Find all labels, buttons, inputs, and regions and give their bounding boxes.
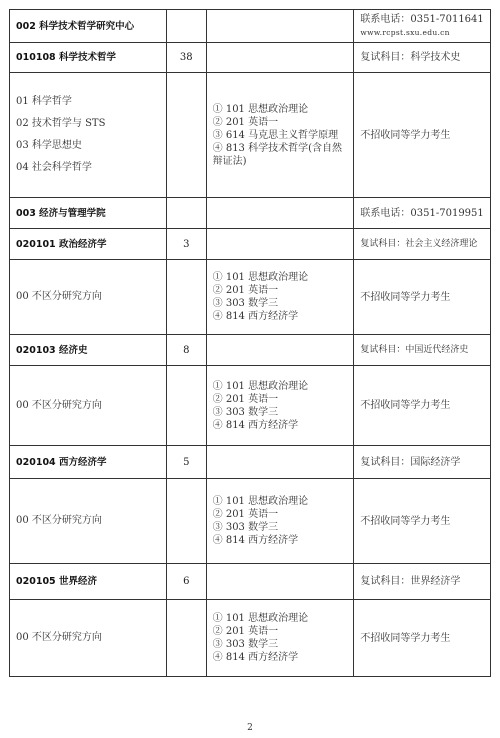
table-row <box>10 366 491 446</box>
research-direction: 00 不区分研究方向 <box>16 515 102 526</box>
research-direction: 04 社会科学哲学 <box>16 162 92 173</box>
website-url: www.rcpst.sxu.edu.cn <box>360 28 450 37</box>
exam-subject: ① 101 思想政治理论 <box>212 613 309 624</box>
note-cell <box>354 73 491 198</box>
exam-subject: ③ 303 数学三 <box>212 522 279 533</box>
admission-note: 不招收同等学力考生 <box>360 400 451 411</box>
name-cell <box>10 446 167 479</box>
quota-cell <box>166 73 206 198</box>
note-cell <box>354 564 491 600</box>
quota-cell: 8 <box>166 335 206 366</box>
note-cell <box>354 446 491 479</box>
table-body <box>10 10 491 677</box>
exam-subject: ③ 303 数学三 <box>212 406 279 418</box>
exam-cell <box>206 479 354 564</box>
admission-note: 不招收同等学力考生 <box>360 129 451 141</box>
exam-subject: ② 201 英语一 <box>212 626 279 637</box>
exam-subject: ② 201 英语一 <box>212 285 279 296</box>
note-cell <box>354 335 491 366</box>
exam-subject: ② 201 英语一 <box>212 116 279 128</box>
exam-subject: ① 101 思想政治理论 <box>212 272 309 283</box>
exam-subject: ① 101 思想政治理论 <box>212 380 309 392</box>
unit-name: 002 科学技术哲学研究中心 <box>16 20 135 32</box>
exam-cell <box>206 229 354 260</box>
exam-cell <box>206 600 354 677</box>
directions-cell <box>10 260 167 335</box>
admission-note: 不招收同等学力考生 <box>360 632 451 644</box>
quota-cell: 6 <box>166 564 206 600</box>
major-name: 020101 政治经济学 <box>16 238 107 250</box>
research-direction: 01 科学哲学 <box>16 96 72 107</box>
table-row <box>10 198 491 229</box>
exam-subject: ① 101 思想政治理论 <box>212 496 309 507</box>
exam-cell <box>206 43 354 73</box>
exam-cell <box>206 366 354 446</box>
contact-phone: 联系电话：0351-7019951 <box>360 207 484 219</box>
note-cell <box>354 366 491 446</box>
quota-cell <box>166 198 206 229</box>
table-row <box>10 10 491 43</box>
quota-cell: 3 <box>166 229 206 260</box>
retest-subject: 复试科目：世界经济学 <box>360 576 461 587</box>
research-direction: 02 技术哲学与 STS <box>16 118 106 129</box>
enrollment-catalog-table <box>9 9 491 677</box>
table-row <box>10 600 491 677</box>
major-name: 020105 世界经济 <box>16 576 97 587</box>
name-cell <box>10 198 167 229</box>
exam-subject: ④ 813 科学技术哲学(含自然辩证法) <box>212 142 343 167</box>
note-cell <box>354 10 491 43</box>
exam-subject: ② 201 英语一 <box>212 393 279 405</box>
major-name: 010108 科学技术哲学 <box>16 52 116 63</box>
exam-cell <box>206 260 354 335</box>
quota-cell <box>166 479 206 564</box>
quota-cell: 38 <box>166 43 206 73</box>
exam-subject: ③ 303 数学三 <box>212 639 279 650</box>
name-cell <box>10 229 167 260</box>
exam-subject: ② 201 英语一 <box>212 509 279 520</box>
exam-subject: ③ 614 马克思主义哲学原理 <box>212 129 339 141</box>
exam-cell <box>206 10 354 43</box>
table-row <box>10 335 491 366</box>
major-name: 020103 经济史 <box>16 344 88 356</box>
directions-cell <box>10 479 167 564</box>
research-direction: 00 不区分研究方向 <box>16 632 102 643</box>
page-number: 2 <box>247 723 253 733</box>
unit-name: 003 经济与管理学院 <box>16 207 106 219</box>
table-row <box>10 564 491 600</box>
table-row <box>10 260 491 335</box>
exam-cell <box>206 446 354 479</box>
exam-cell <box>206 73 354 198</box>
table-row <box>10 446 491 479</box>
directions-cell <box>10 366 167 446</box>
note-cell <box>354 43 491 73</box>
exam-subject: ① 101 思想政治理论 <box>212 103 309 115</box>
directions-cell <box>10 600 167 677</box>
quota-cell <box>166 10 206 43</box>
quota-cell <box>166 600 206 677</box>
exam-cell <box>206 564 354 600</box>
table-row <box>10 43 491 73</box>
research-direction: 00 不区分研究方向 <box>16 291 102 302</box>
quota-cell: 5 <box>166 446 206 479</box>
directions-cell <box>10 73 167 198</box>
name-cell <box>10 43 167 73</box>
research-direction: 00 不区分研究方向 <box>16 399 102 411</box>
retest-subject: 复试科目：科学技术史 <box>360 52 461 63</box>
table-row <box>10 479 491 564</box>
note-cell <box>354 260 491 335</box>
admission-note: 不招收同等学力考生 <box>360 515 451 527</box>
table-row <box>10 73 491 198</box>
exam-subject: ④ 814 西方经济学 <box>212 535 299 546</box>
exam-cell <box>206 335 354 366</box>
retest-subject: 复试科目：中国近代经济史 <box>360 345 469 355</box>
exam-subject: ④ 814 西方经济学 <box>212 311 299 322</box>
research-direction: 03 科学思想史 <box>16 140 82 151</box>
contact-phone: 联系电话：0351-7011641 <box>360 14 484 25</box>
exam-subject: ③ 303 数学三 <box>212 298 279 309</box>
exam-subject: ④ 814 西方经济学 <box>212 419 299 431</box>
quota-cell <box>166 366 206 446</box>
note-cell <box>354 198 491 229</box>
name-cell <box>10 10 167 43</box>
retest-subject: 复试科目：国际经济学 <box>360 456 461 468</box>
retest-subject: 复试科目：社会主义经济理论 <box>360 239 478 249</box>
quota-cell <box>166 260 206 335</box>
admission-note: 不招收同等学力考生 <box>360 291 451 303</box>
note-cell <box>354 600 491 677</box>
note-cell <box>354 479 491 564</box>
major-name: 020104 西方经济学 <box>16 456 107 468</box>
name-cell <box>10 335 167 366</box>
name-cell <box>10 564 167 600</box>
note-cell <box>354 229 491 260</box>
exam-subject: ④ 814 西方经济学 <box>212 652 299 663</box>
table-row <box>10 229 491 260</box>
exam-cell <box>206 198 354 229</box>
